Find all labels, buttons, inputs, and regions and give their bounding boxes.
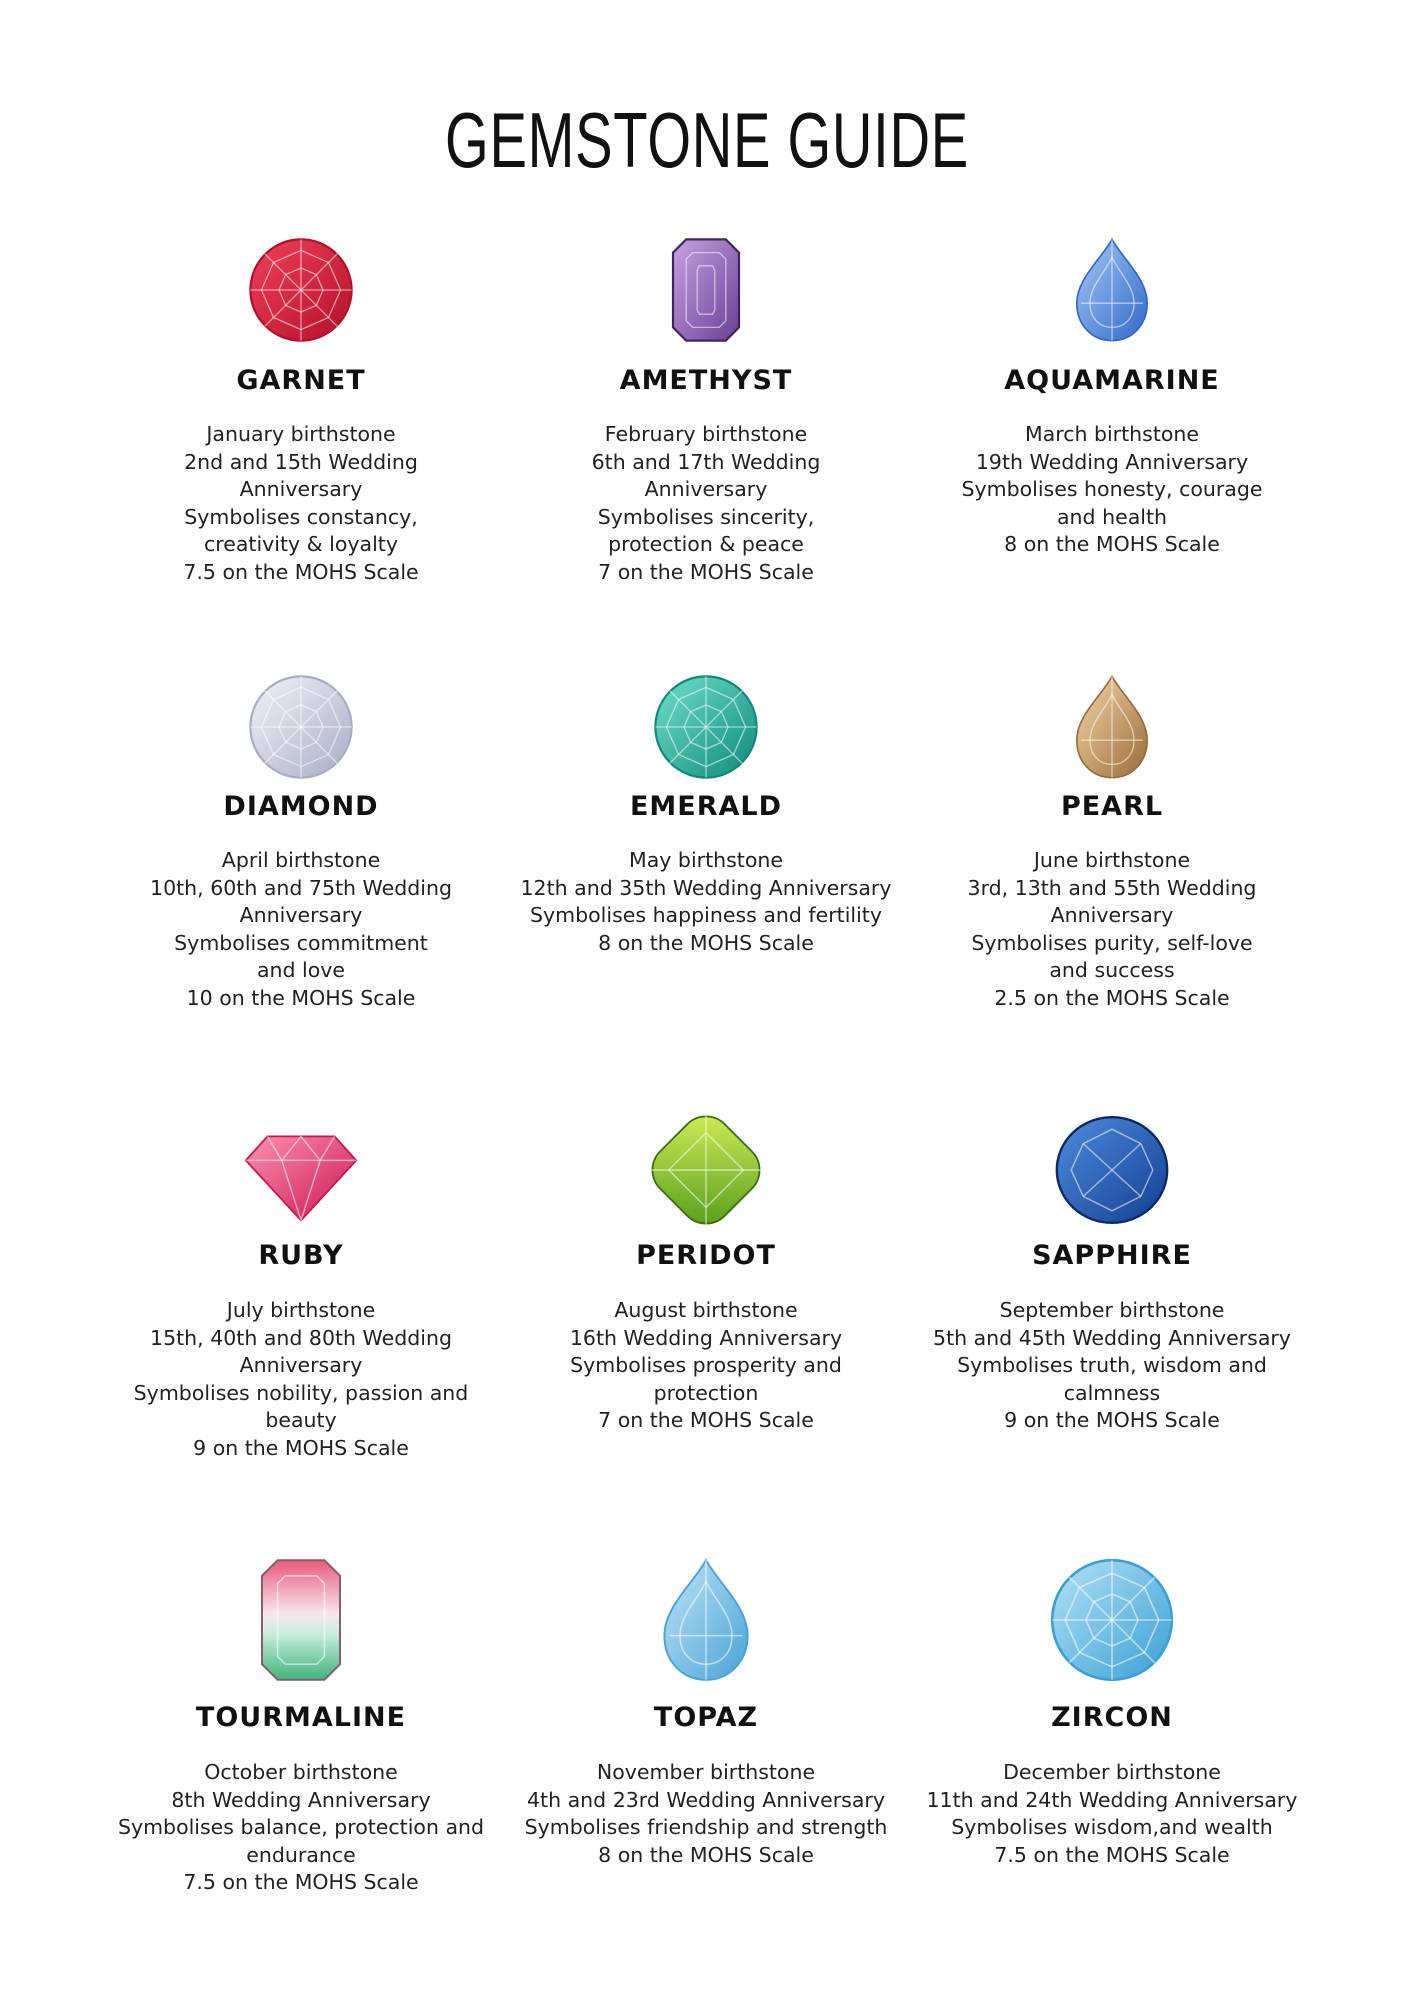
gem-details	[902, 421, 1322, 559]
gem-detail-line: 15th, 40th and 80th Wedding	[150, 1325, 452, 1350]
gem-details	[91, 1759, 511, 1897]
round-red-gem-icon	[91, 235, 511, 349]
gem-details	[902, 1297, 1322, 1435]
gem-name: SAPPHIRE	[1032, 1240, 1192, 1271]
gem-name: GARNET	[236, 365, 366, 396]
oval-blue-gem-icon	[902, 1110, 1322, 1234]
gem-detail-line: 11th and 24th Wedding Anniversary	[926, 1787, 1298, 1812]
gem-detail-line: Symbolises balance, protection and	[117, 1815, 485, 1839]
gem-detail-line: Symbolises wisdom,and wealth	[951, 1815, 1273, 1839]
gem-name: RUBY	[258, 1240, 344, 1271]
gem-detail-line: endurance	[246, 1842, 356, 1867]
gem-detail-line: Symbolises nobility, passion and	[133, 1380, 469, 1405]
gem-detail-line: 19th Wedding Anniversary	[975, 449, 1249, 474]
gem-detail-line: and health	[1057, 504, 1167, 529]
gem-detail-line: Anniversary	[239, 477, 363, 501]
pear-light-blue-gem-icon	[496, 1555, 916, 1689]
gem-detail-line: 5th and 45th Wedding Anniversary	[933, 1325, 1291, 1350]
gem-detail-line: 4th and 23rd Wedding Anniversary	[527, 1787, 885, 1812]
gem-detail-line: 7.5 on the MOHS Scale	[183, 1870, 419, 1894]
gem-detail-line: 12th and 35th Wedding Anniversary	[520, 875, 892, 900]
gem-detail-line: 8th Wedding Anniversary	[171, 1787, 431, 1812]
gem-detail-line: May birthstone	[629, 848, 783, 872]
gem-detail-line: 10 on the MOHS Scale	[186, 985, 416, 1010]
cushion-green-gem-icon	[496, 1110, 916, 1234]
gem-detail-line: 7.5 on the MOHS Scale	[994, 1842, 1230, 1867]
gem-name: PEARL	[1060, 791, 1164, 822]
gem-detail-line: and success	[1049, 958, 1175, 982]
gem-name: AMETHYST	[619, 365, 793, 396]
gem-name: TOPAZ	[653, 1702, 759, 1733]
gem-detail-line: September birthstone	[999, 1298, 1225, 1322]
gem-details	[91, 421, 511, 586]
gem-detail-line: Symbolises honesty, courage	[961, 477, 1263, 501]
gem-details	[496, 421, 916, 586]
round-clear-gem-icon	[91, 672, 511, 786]
gem-detail-line: protection & peace	[608, 532, 804, 556]
gem-detail-line: November birthstone	[596, 1760, 816, 1784]
gem-detail-line: Symbolises friendship and strength	[524, 1815, 888, 1839]
gem-detail-line: Symbolises sincerity,	[597, 504, 815, 529]
gem-detail-line: 7.5 on the MOHS Scale	[183, 559, 419, 584]
gem-detail-line: Symbolises truth, wisdom and	[957, 1353, 1267, 1377]
gem-name: TOURMALINE	[195, 1702, 407, 1733]
gem-name: ZIRCON	[1051, 1702, 1173, 1733]
gem-detail-line: January birthstone	[206, 422, 396, 446]
gem-detail-line: 2nd and 15th Wedding	[184, 449, 418, 474]
gem-detail-line: protection	[653, 1380, 759, 1405]
gem-detail-line: 8 on the MOHS Scale	[1004, 532, 1220, 556]
gem-detail-line: Symbolises purity, self-love	[971, 930, 1253, 955]
gem-name: DIAMOND	[223, 791, 379, 822]
gem-detail-line: and love	[256, 958, 346, 982]
gem-detail-line: 10th, 60th and 75th Wedding	[150, 875, 452, 900]
gem-details	[902, 847, 1322, 1012]
round-green-gem-icon	[496, 672, 916, 786]
gem-detail-line: June birthstone	[1033, 848, 1191, 872]
gem-detail-line: Symbolises commitment	[174, 930, 428, 955]
gem-detail-line: 16th Wedding Anniversary	[569, 1325, 843, 1350]
gem-detail-line: 9 on the MOHS Scale	[193, 1435, 409, 1460]
gem-detail-line: April birthstone	[221, 848, 381, 872]
gem-detail-line: Anniversary	[644, 477, 768, 501]
emerald-cut-pink-green-gem-icon	[91, 1555, 511, 1689]
gem-detail-line: 9 on the MOHS Scale	[1004, 1408, 1220, 1432]
emerald-cut-purple-gem-icon	[496, 235, 916, 349]
gem-detail-line: 3rd, 13th and 55th Wedding	[967, 875, 1257, 900]
gem-detail-line: February birthstone	[604, 422, 808, 446]
gem-detail-line: Symbolises constancy,	[184, 504, 418, 529]
gem-detail-line: calmness	[1063, 1380, 1161, 1405]
gem-detail-line: 8 on the MOHS Scale	[598, 1842, 814, 1867]
gem-detail-line: creativity & loyalty	[204, 532, 398, 556]
gem-name: AQUAMARINE	[1004, 365, 1220, 396]
round-light-blue-gem-icon	[902, 1555, 1322, 1689]
gem-detail-line: December birthstone	[1003, 1760, 1221, 1784]
page-title: GEMSTONE GUIDE	[445, 96, 969, 184]
pear-blue-gem-icon	[902, 235, 1322, 349]
gem-name: PERIDOT	[636, 1240, 776, 1271]
gem-details	[91, 1297, 511, 1462]
gem-detail-line: Anniversary	[1050, 903, 1174, 927]
gem-details	[91, 847, 511, 1012]
gem-details	[496, 847, 916, 957]
gem-detail-line: Symbolises happiness and fertility	[530, 903, 882, 927]
gem-detail-line: March birthstone	[1024, 422, 1200, 446]
gem-detail-line: 6th and 17th Wedding	[591, 449, 821, 474]
gem-detail-line: 2.5 on the MOHS Scale	[994, 985, 1230, 1010]
gem-detail-line: 8 on the MOHS Scale	[598, 930, 814, 955]
gem-details	[496, 1297, 916, 1435]
diamond-shape-pink-gem-icon	[91, 1110, 511, 1234]
gem-detail-line: 7 on the MOHS Scale	[598, 559, 814, 584]
gem-details	[496, 1759, 916, 1869]
gem-detail-line: October birthstone	[204, 1760, 398, 1784]
gem-detail-line: July birthstone	[226, 1298, 376, 1322]
gem-detail-line: beauty	[265, 1408, 337, 1432]
pearl-icon	[902, 672, 1322, 786]
gem-detail-line: Symbolises prosperity and	[570, 1353, 842, 1377]
gem-detail-line: 7 on the MOHS Scale	[598, 1408, 814, 1432]
gem-detail-line: Anniversary	[239, 903, 363, 927]
gem-detail-line: August birthstone	[614, 1298, 798, 1322]
gem-details	[902, 1759, 1322, 1869]
gem-detail-line: Anniversary	[239, 1353, 363, 1377]
gem-name: EMERALD	[629, 791, 783, 822]
